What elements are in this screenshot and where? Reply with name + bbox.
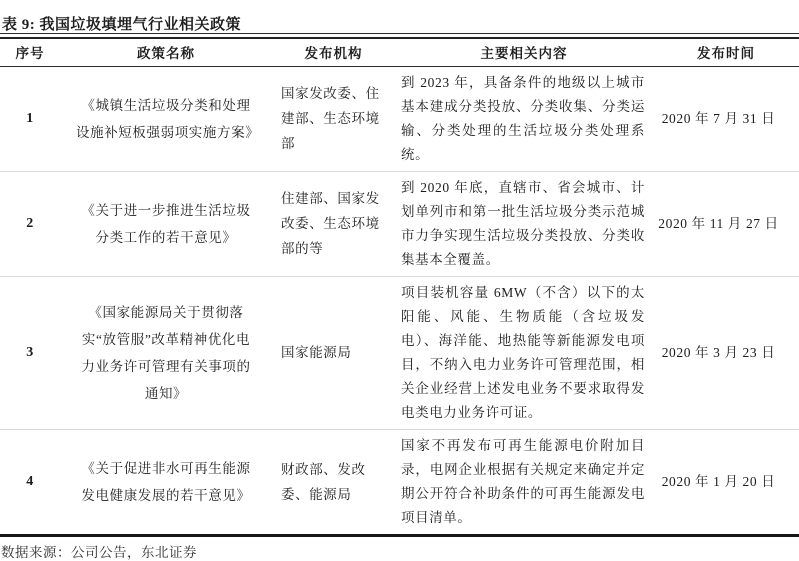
table-row [0,276,799,429]
column-header-no: 序号 [0,39,60,66]
content-cell: 到 2023 年，具备条件的地级以上城市基本建成分类投放、分类收集、分类运输、分类处理的生活垃圾分类处理系统。 [395,66,653,171]
policy-name-cell: 《城镇生活垃圾分类和处理设施补短板强弱项实施方案》 [60,66,272,171]
date-cell: 2020 年 1 月 20 日 [661,473,776,489]
table-row [0,66,799,171]
column-header-content: 主要相关内容 [395,39,653,66]
table-row [0,429,799,534]
row-number-cell: 2 [0,171,60,276]
agency-cell: 国家发改委、住建部、生态环境部 [272,66,395,171]
table-row [0,171,799,276]
column-header-agency: 发布机构 [272,39,395,66]
policy-table [0,39,799,534]
agency-cell: 住建部、国家发改委、生态环境部的等 [272,171,395,276]
column-header-date: 发布时间 [653,39,799,66]
data-source-note: 数据来源：公司公告，东北证券 [1,544,197,560]
content-cell: 项目装机容量 6MW（不含）以下的太阳能、风能、生物质能（含垃圾发电）、海洋能、地热能等新能源发电项目，不纳入电力业务许可管理范围，相关企业经营上述发电业务不要求取得发电类电力业务许可证。 [395,276,653,429]
row-number-cell: 1 [0,66,60,171]
column-header-policy: 政策名称 [60,39,272,66]
policy-table-wrap [0,39,799,537]
date-cell: 2020 年 11 月 27 日 [653,171,799,276]
policy-name-cell: 《国家能源局关于贯彻落实“放管服”改革精神优化电力业务许可管理有关事项的通知》 [60,276,272,429]
agency-cell: 财政部、发改委、能源局 [281,461,366,502]
date-cell: 2020 年 3 月 23 日 [653,276,799,429]
row-number-cell: 4 [26,473,34,489]
policy-name-cell: 《关于进一步推进生活垃圾分类工作的若干意见》 [60,171,272,276]
table-title: 表 9: 我国垃圾填埋气行业相关政策 [0,0,799,34]
content-cell: 到 2020 年底，直辖市、省会城市、计划单列市和第一批生活垃圾分类示范城市力争实现生活垃圾分类投放、分类收集基本全覆盖。 [395,171,653,276]
content-cell: 国家不再发布可再生能源电价附加目录，电网企业根据有关规定来确定并定期公开符合补助条件的可再生能源发电项目清单。 [401,437,645,525]
policy-name-cell: 《关于促进非水可再生能源发电健康发展的若干意见》 [81,460,251,503]
agency-cell: 国家能源局 [272,276,395,429]
date-cell: 2020 年 7 月 31 日 [653,66,799,171]
row-number-cell: 3 [0,276,60,429]
header-row [0,39,799,66]
